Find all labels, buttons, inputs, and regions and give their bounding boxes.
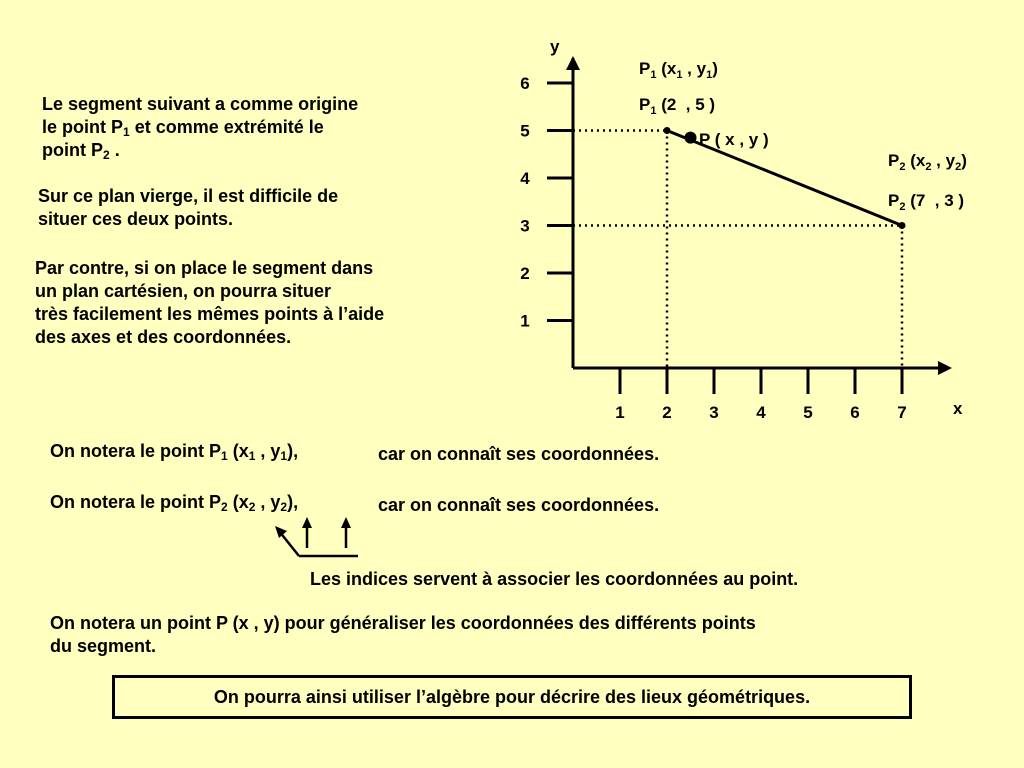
y-tick-label-2: 2 <box>520 264 530 283</box>
note-p1: On notera le point $P_1$ ($x_1$ , $y_1$), <box>50 441 299 463</box>
arrow-head-1 <box>275 526 287 538</box>
y-tick-label-4: 4 <box>520 169 530 188</box>
x-tick-label-1: 1 <box>615 403 625 422</box>
p-label: P ( x , y ) <box>699 130 769 149</box>
note-p2: On notera le point $P_2$ ($x_2$ , $y_2$), <box>50 492 299 514</box>
x-tick-label-5: 5 <box>803 403 813 422</box>
index-arrows <box>275 517 358 556</box>
cartesian-line-1: Par contre, si on place le segment dans <box>35 258 374 278</box>
generalization-line-1: On notera un point P (x , y) pour généraliser les coordonnées des différents points <box>50 613 756 633</box>
p2-numeric-label: $P_2$ (7 , 3 ) <box>888 191 965 213</box>
p2-symbolic-label: $P_2$ ($x_2$ , $y_2$) <box>888 151 967 173</box>
x-axis-arrow <box>938 361 952 375</box>
x-tick-label-6: 6 <box>850 403 860 422</box>
note-p1-reason: car on connaît ses coordonnées. <box>378 444 660 464</box>
intro-line-2: le point $P_1$ et comme extrémité le <box>42 117 324 139</box>
conclusion-text: On pourra ainsi utiliser l’algèbre pour décrire des lieux géométriques. <box>213 686 811 707</box>
y-tick-label-1: 1 <box>520 311 530 331</box>
generalization-text <box>50 612 756 658</box>
conclusion-box <box>112 675 912 719</box>
cartesian-line-3: très facilement les mêmes points à l’aide <box>35 304 385 324</box>
y-tick-label-3: 3 <box>520 216 530 236</box>
x-tick-label-7: 7 <box>897 403 907 422</box>
point-p1 <box>664 127 671 134</box>
arrow-head-2 <box>302 517 312 528</box>
y-axis-label: y <box>550 37 560 56</box>
y-axis-arrow <box>566 56 580 70</box>
point-p <box>685 132 697 144</box>
x-axis-label: x <box>953 399 963 418</box>
x-tick-label-3: 3 <box>709 403 719 422</box>
x-tick-label-4: 4 <box>756 403 766 422</box>
y-tick-label-6: 6 <box>520 74 530 93</box>
indices-note: Les indices servent à associer les coordonnées au point. <box>310 569 799 589</box>
intro-line-1: Le segment suivant a comme origine <box>42 94 359 114</box>
y-tick-label-5: 5 <box>520 121 530 141</box>
cartesian-line-2: un plan cartésien, on pourra situer <box>35 281 332 301</box>
difficulty-line-2: situer ces deux points. <box>38 209 234 229</box>
intro-line-3: point $P_2$ . <box>42 140 120 162</box>
x-tick-label-2: 2 <box>662 403 672 422</box>
arrow-head-3 <box>341 517 351 528</box>
p1-numeric-label: $P_1$ (2 , 5 ) <box>639 95 716 117</box>
note-p2-reason: car on connaît ses coordonnées. <box>378 495 660 515</box>
cartesian-line-4: des axes et des coordonnées. <box>35 327 292 347</box>
p1-symbolic-label: $P_1$ ($x_1$ , $y_1$) <box>639 59 718 81</box>
generalization-line-2: du segment. <box>50 636 157 656</box>
point-p2 <box>899 222 906 229</box>
difficulty-line-1: Sur ce plan vierge, il est difficile de <box>38 186 339 206</box>
